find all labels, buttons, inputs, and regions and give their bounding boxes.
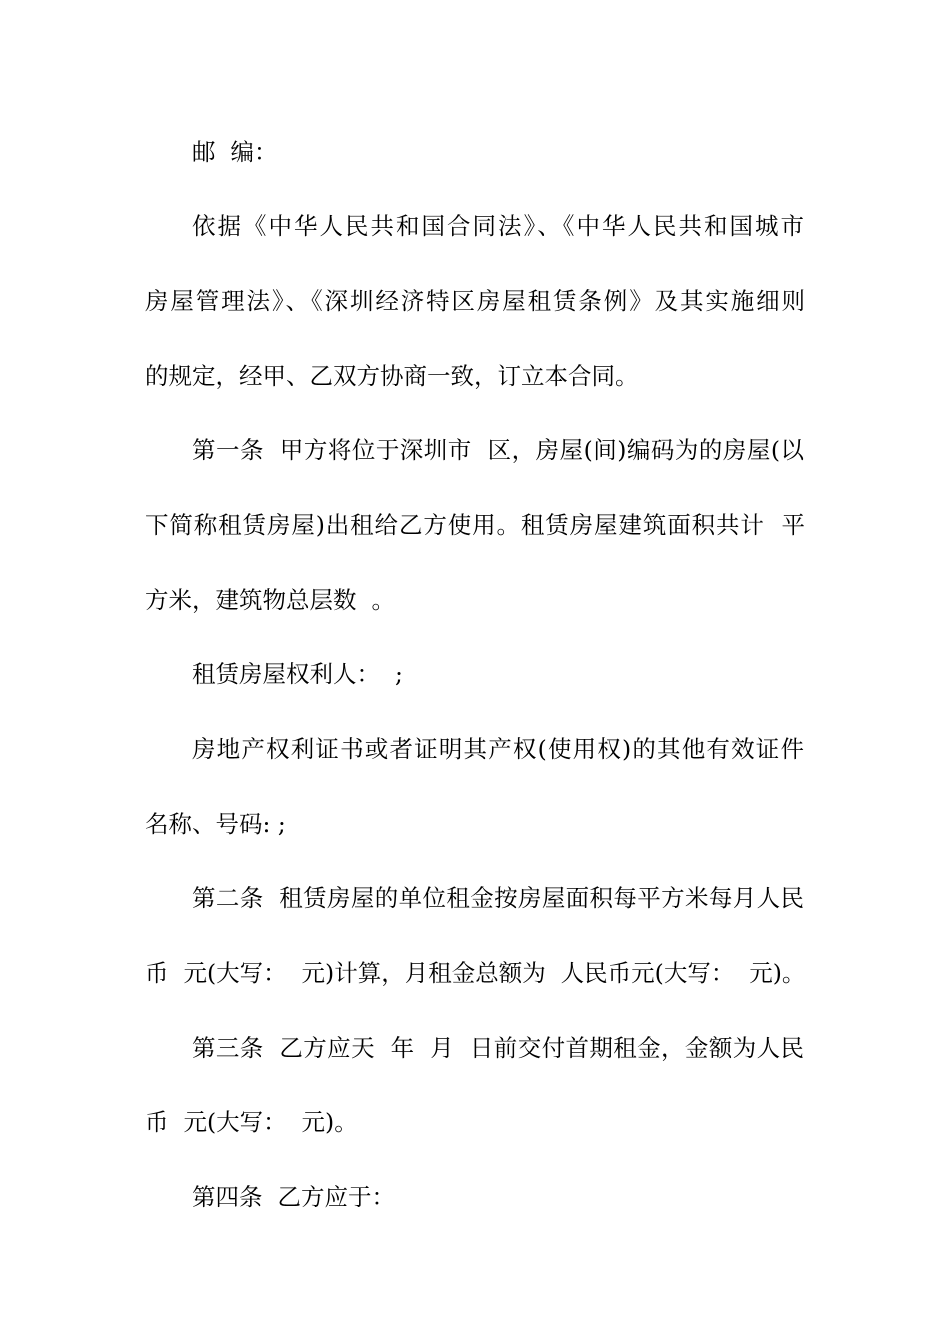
article-2-line-1: 第二条 租赁房屋的单位租金按房屋面积每平方米每月人民: [192, 884, 804, 912]
article-3-line-2: 币 元(大写： 元)。: [145, 1108, 358, 1136]
article-1-line-3: 方米，建筑物总层数 。: [145, 586, 395, 614]
paragraph-basis-line-1: 依据《中华人民共和国合同法》、《中华人民共和国城市: [192, 212, 804, 240]
article-4-line-1: 第四条 乙方应于：: [192, 1183, 395, 1211]
paragraph-basis-line-2: 房屋管理法》、《深圳经济特区房屋租赁条例》及其实施细则: [145, 287, 805, 315]
article-3-line-1: 第三条 乙方应天 年 月 日前交付首期租金，金额为人民: [192, 1034, 804, 1062]
article-1-line-2: 下简称租赁房屋)出租给乙方使用。租赁房屋建筑面积共计 平: [145, 511, 805, 539]
rights-holder-line: 租赁房屋权利人： ;: [192, 660, 403, 688]
article-1-line-1: 第一条 甲方将位于深圳市 区，房屋(间)编码为的房屋(以: [192, 436, 804, 464]
article-2-line-2: 币 元(大写： 元)计算，月租金总额为 人民币元(大写： 元)。: [145, 959, 806, 987]
paragraph-basis-line-3: 的规定，经甲、乙双方协商一致，订立本合同。: [145, 362, 639, 390]
certificate-line-1: 房地产权利证书或者证明其产权(使用权)的其他有效证件: [192, 735, 804, 763]
postcode-line: 邮 编：: [192, 138, 278, 166]
certificate-line-2: 名称、号码: ;: [145, 810, 286, 838]
